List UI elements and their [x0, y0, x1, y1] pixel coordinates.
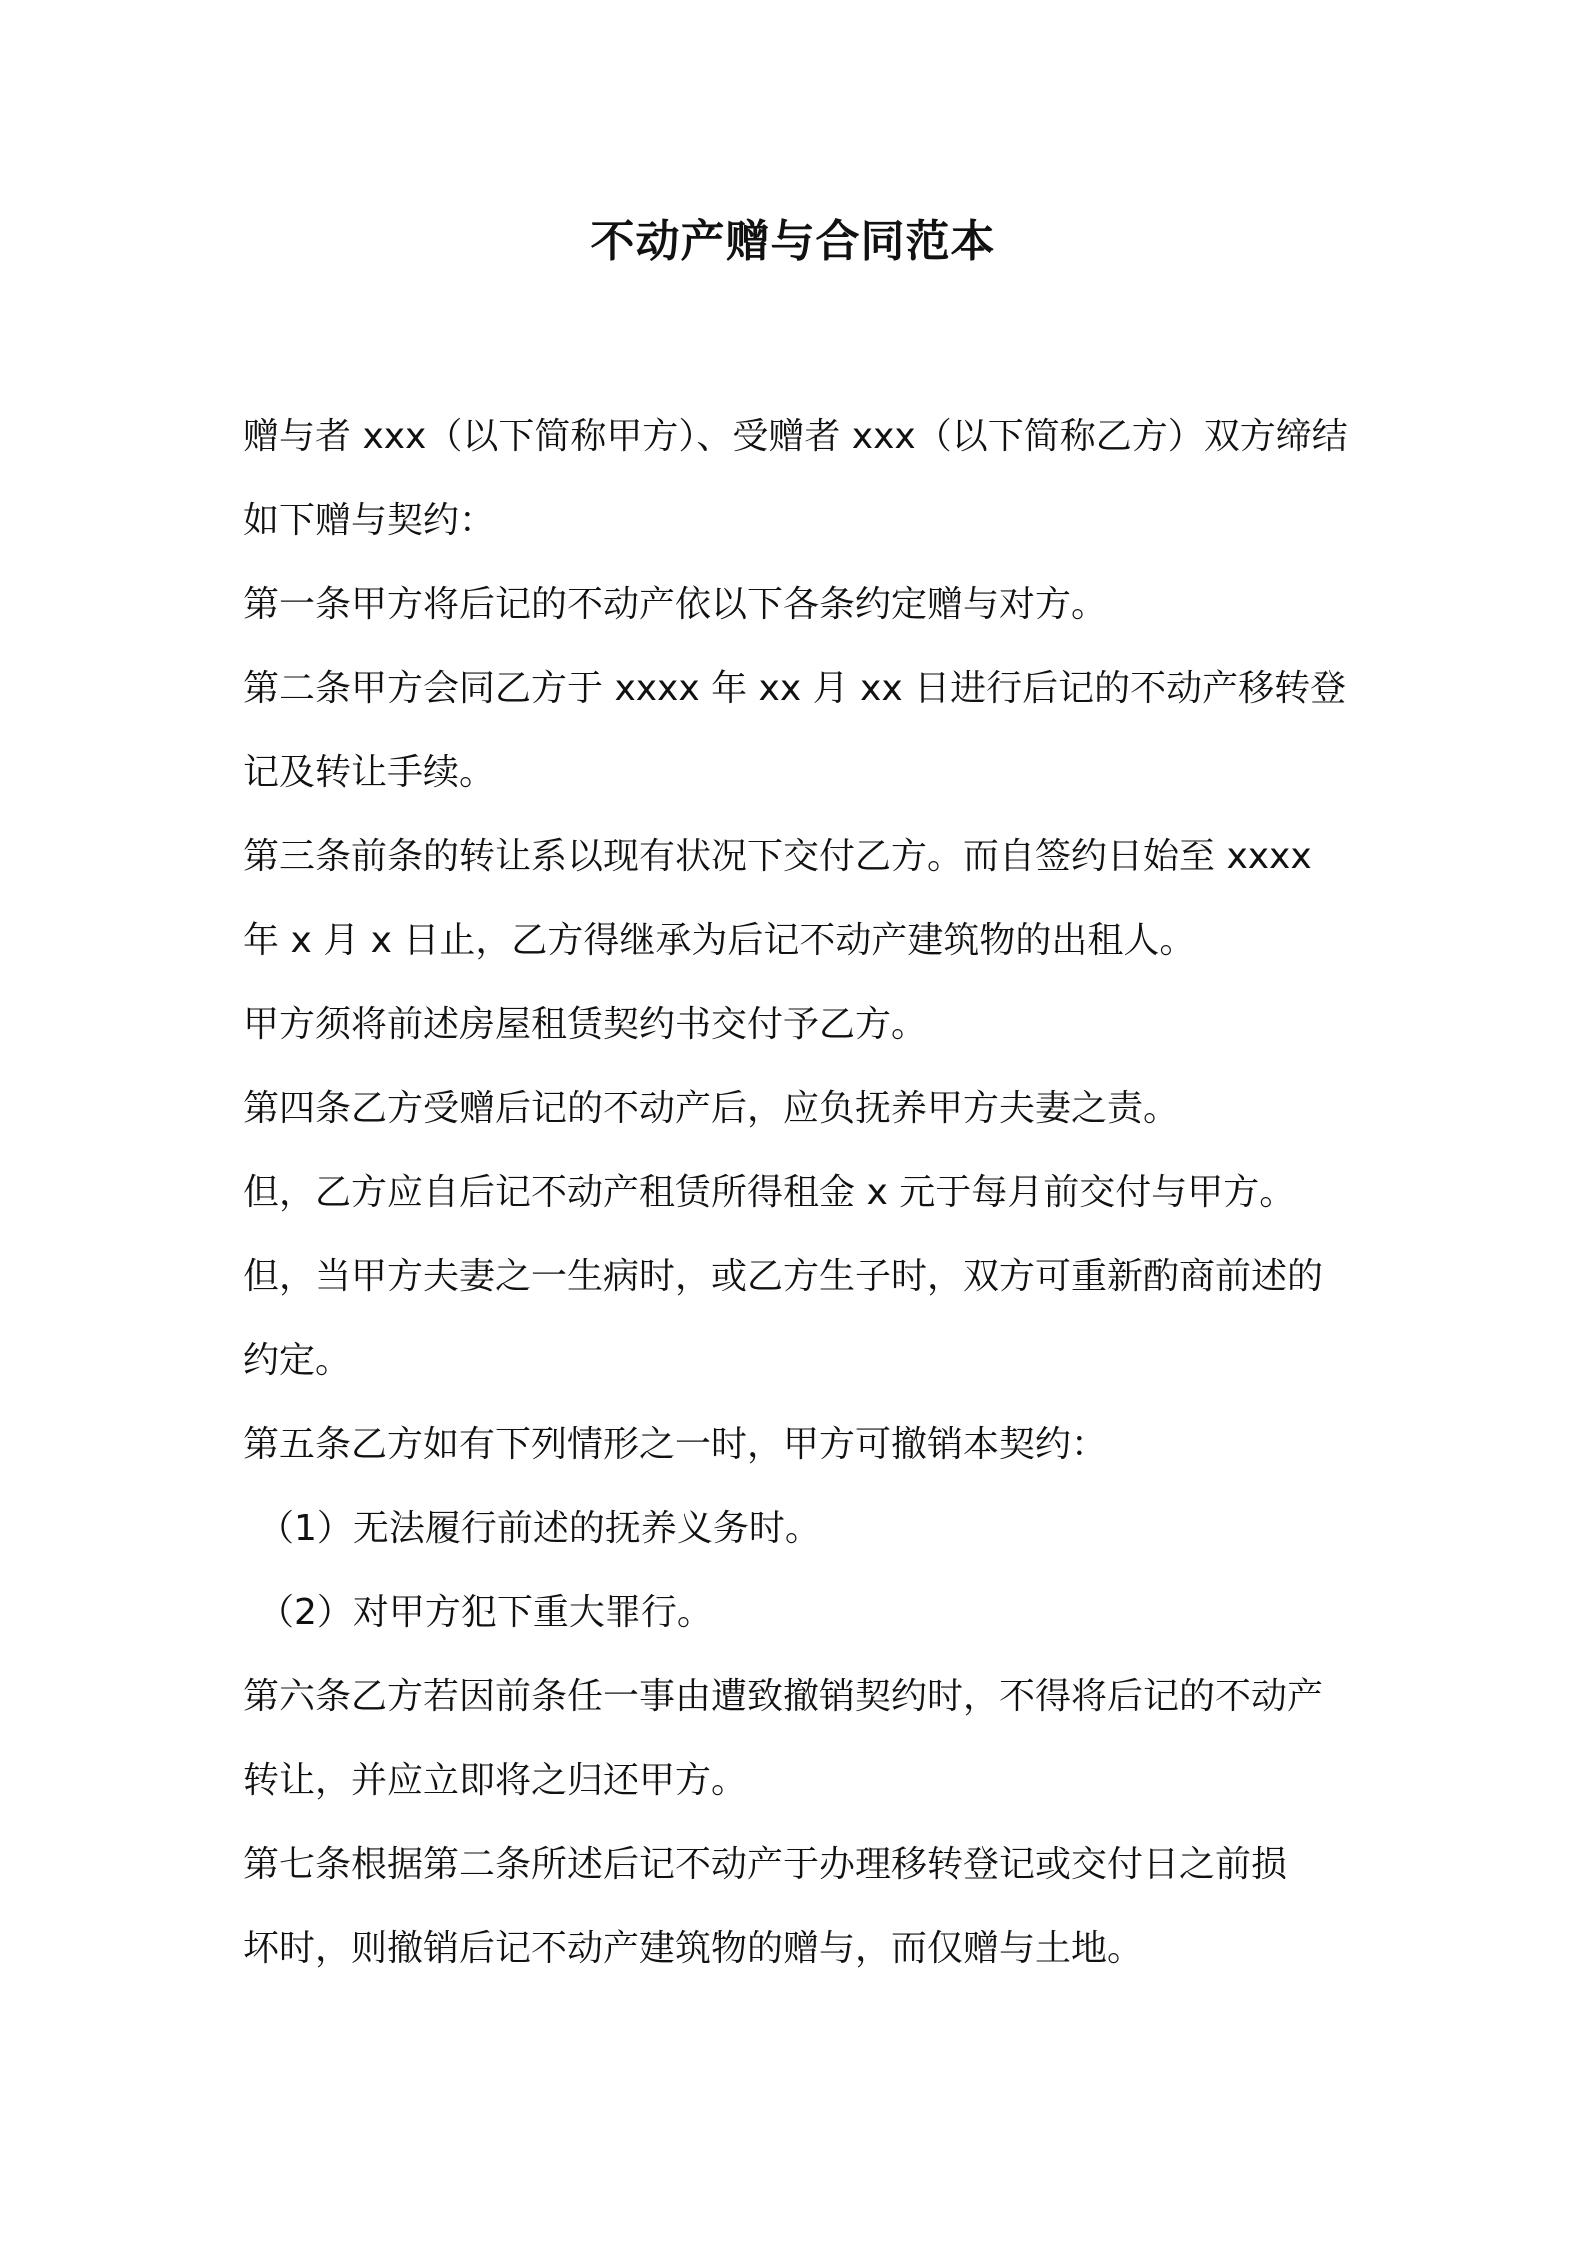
- list-item-line: （1）无法履行前述的抚养义务时。: [258, 1508, 821, 1549]
- paragraph-line: 第七条根据第二条所述后记不动产于办理移转登记或交付日之前损: [243, 1844, 1288, 1885]
- paragraph-line: 赠与者 xxx（以下简称甲方）、受赠者 xxx（以下简称乙方）双方缔结: [243, 416, 1348, 457]
- paragraph-line: 但，当甲方夫妻之一生病时，或乙方生子时，双方可重新酌商前述的: [243, 1256, 1324, 1297]
- paragraph-line: 第五条乙方如有下列情形之一时，甲方可撤销本契约：: [243, 1424, 1108, 1465]
- paragraph-line: 转让，并应立即将之归还甲方。: [243, 1760, 748, 1801]
- paragraph-line: 约定。: [243, 1340, 352, 1381]
- paragraph-line: 第四条乙方受赠后记的不动产后，应负抚养甲方夫妻之责。: [243, 1088, 1180, 1129]
- paragraph-line: 第二条甲方会同乙方于 xxxx 年 xx 月 xx 日进行后记的不动产移转登: [243, 668, 1347, 709]
- paragraph-line: 记及转让手续。: [243, 752, 496, 793]
- paragraph-line: 坏时，则撤销后记不动产建筑物的赠与，而仅赠与土地。: [243, 1928, 1144, 1969]
- paragraph-line: 第三条前条的转让系以现有状况下交付乙方。而自签约日始至 xxxx: [243, 836, 1312, 877]
- document-title: 不动产赠与合同范本: [590, 216, 996, 267]
- paragraph-line: 年 x 月 x 日止，乙方得继承为后记不动产建筑物的出租人。: [243, 920, 1196, 961]
- list-item-line: （2）对甲方犯下重大罪行。: [258, 1592, 713, 1633]
- paragraph-line: 第六条乙方若因前条任一事由遭致撤销契约时，不得将后记的不动产: [243, 1676, 1324, 1717]
- paragraph-line: 甲方须将前述房屋租赁契约书交付予乙方。: [243, 1004, 928, 1045]
- paragraph-line: 如下赠与契约：: [243, 500, 496, 541]
- paragraph-line: 第一条甲方将后记的不动产依以下各条约定赠与对方。: [243, 584, 1108, 625]
- paragraph-line: 但，乙方应自后记不动产租赁所得租金 x 元于每月前交付与甲方。: [243, 1172, 1296, 1213]
